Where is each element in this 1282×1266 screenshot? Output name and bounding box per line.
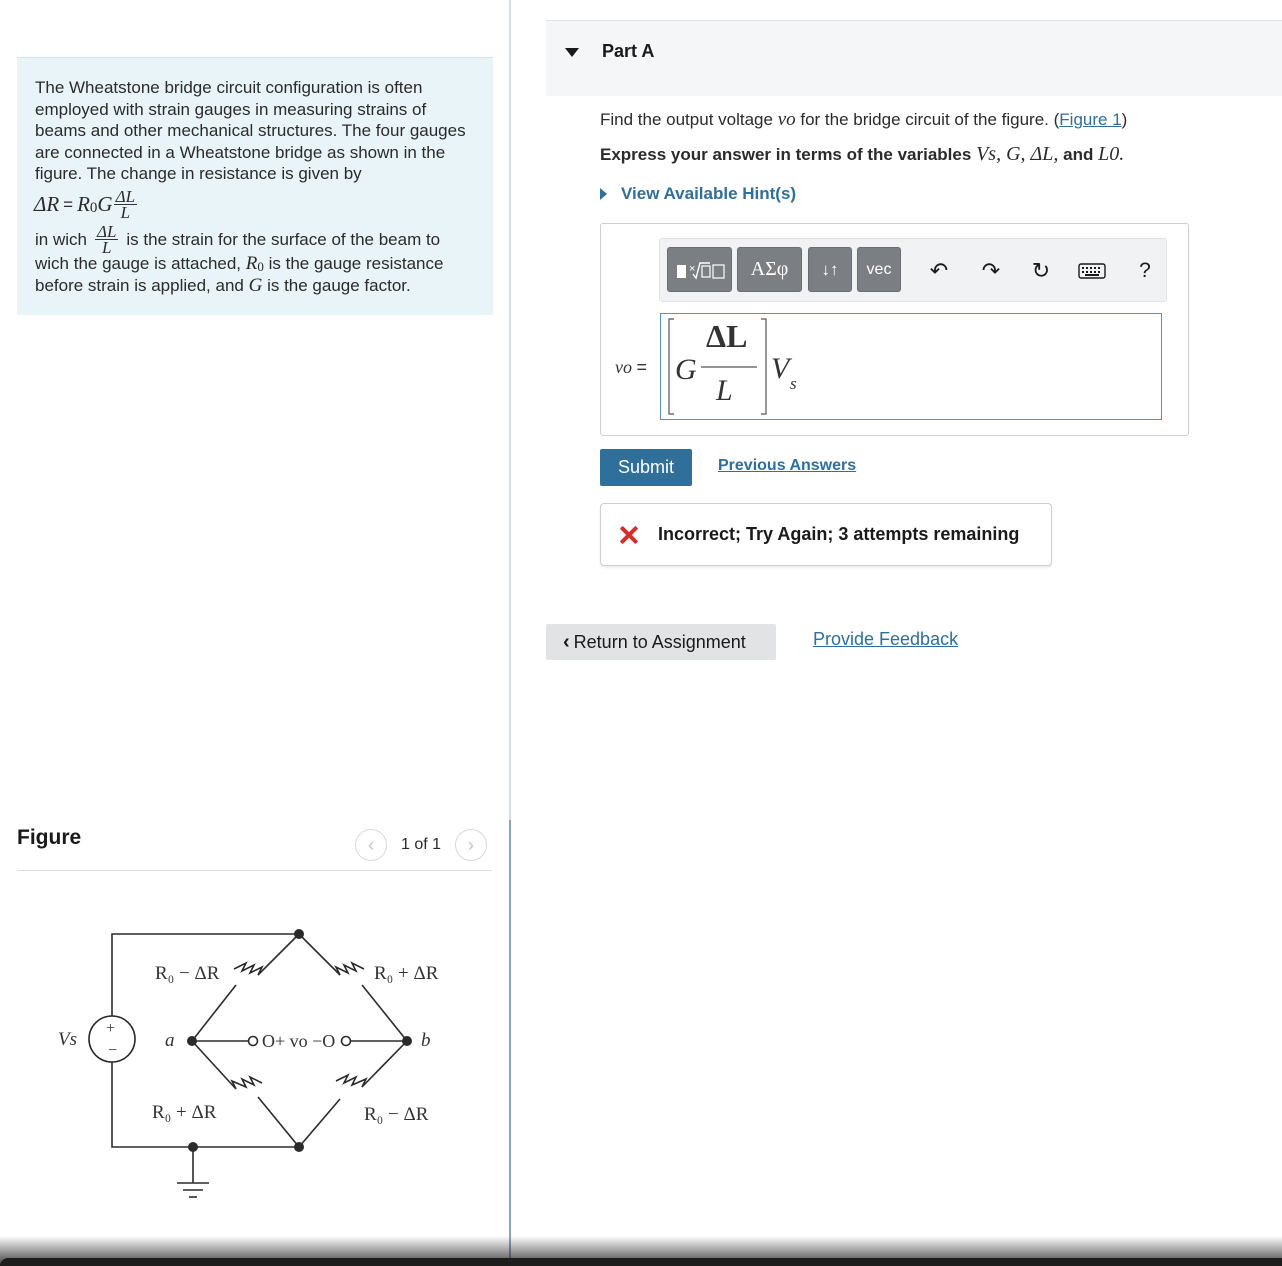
view-hints-toggle[interactable] xyxy=(600,184,796,204)
collapse-caret-icon[interactable] xyxy=(565,48,579,57)
output-label: O+ vo −O xyxy=(262,1031,336,1051)
chevron-left-icon: ‹ xyxy=(563,630,570,653)
gauge-text xyxy=(35,253,475,297)
expr-num: ΔL xyxy=(706,318,748,354)
expr-den: L xyxy=(716,374,733,407)
feedback-text: Incorrect; Try Again; 3 attempts remaining xyxy=(658,524,1020,544)
strain-frac-num: ΔL xyxy=(96,222,117,241)
templates-glyph xyxy=(672,253,728,287)
source-minus: − xyxy=(108,1042,118,1059)
x-icon xyxy=(619,525,639,545)
redo-icon[interactable]: ↷ xyxy=(981,258,1001,283)
r0-symbol: R xyxy=(245,252,258,274)
eq-fraction xyxy=(114,189,137,220)
chevron-left-icon[interactable]: ‹ xyxy=(355,829,387,861)
node-b-label: b xyxy=(421,1030,431,1051)
gauge-text-c: is the gauge resistance xyxy=(268,253,444,273)
express-last: L0. xyxy=(1098,143,1125,165)
wheatstone-circuit-diagram xyxy=(40,915,460,1215)
intro-text: The Wheatstone bridge circuit configuration is often employed with strain gauges in measuring strains of beams and other mechanical structures. The four gauges are connected in a Wheatstone bridge as shown in the figure. The change in resistance is given by xyxy=(35,78,466,183)
eq-sub: 0 xyxy=(89,199,98,216)
label-bottom-right: R₀ − ΔR xyxy=(364,1104,429,1125)
hint-label: View Available Hint(s) xyxy=(621,184,797,203)
question-suffix: for the bridge circuit of the figure. ( xyxy=(800,110,1060,129)
gauge-text-e: is the gauge factor. xyxy=(267,276,411,295)
express-instructions xyxy=(600,143,1124,166)
figure-title: Figure xyxy=(17,826,82,849)
answer-variable-label xyxy=(615,357,647,378)
provide-feedback-link[interactable]: Provide Feedback xyxy=(813,629,959,649)
part-header[interactable] xyxy=(546,20,1282,96)
eq-frac-den: L xyxy=(114,204,137,220)
strain-fraction xyxy=(95,224,118,255)
express-vars: Vs, G, ΔL, xyxy=(976,143,1059,165)
resistance-equation xyxy=(34,185,475,225)
pager-text: 1 of 1 xyxy=(401,836,442,853)
keyboard-glyph xyxy=(1078,262,1106,280)
question-prefix: Find the output voltage xyxy=(600,110,773,129)
source-plus: + xyxy=(106,1020,116,1037)
expr-sub: s xyxy=(790,374,797,393)
keyboard-icon[interactable] xyxy=(1077,257,1107,285)
feedback-message xyxy=(600,503,1052,566)
label-top-right: R₀ + ΔR xyxy=(374,963,439,984)
arrows-button[interactable]: ↓↑ xyxy=(808,247,852,292)
strain-frac-den: L xyxy=(95,239,118,255)
math-toolbar xyxy=(659,238,1167,302)
caret-right-icon xyxy=(600,188,607,200)
gauge-text-b: wich the gauge is attached, xyxy=(35,253,242,273)
answer-equals: = xyxy=(636,357,648,377)
templates-icon[interactable] xyxy=(667,247,732,292)
expr-v: V xyxy=(771,352,790,385)
figure-pager xyxy=(355,829,487,861)
vec-button[interactable]: vec xyxy=(857,247,901,292)
left-panel xyxy=(0,0,510,1266)
eq-frac-num: ΔL xyxy=(115,187,136,206)
eq-r: R xyxy=(77,191,90,216)
return-to-assignment-button[interactable] xyxy=(546,624,776,660)
window-bottom-edge xyxy=(0,1258,1282,1266)
figure-link[interactable]: Figure 1 xyxy=(1059,110,1122,129)
strain-line xyxy=(35,222,475,257)
panel-divider-accent xyxy=(509,820,511,1266)
express-prefix: Express your answer in terms of the variables xyxy=(600,145,972,164)
source-label: Vs xyxy=(58,1029,77,1050)
eq-equals: = xyxy=(63,194,74,214)
part-title: Part A xyxy=(602,41,655,61)
reset-icon[interactable]: ↻ xyxy=(1031,258,1051,283)
answer-input[interactable] xyxy=(660,313,1162,420)
eq-lhs: ΔR xyxy=(34,191,60,216)
greek-symbols-button[interactable]: ΑΣφ xyxy=(737,247,802,292)
undo-icon[interactable]: ↶ xyxy=(929,258,949,283)
in-wich-text: in wich xyxy=(35,229,87,249)
figure-divider xyxy=(17,870,492,871)
intro-box xyxy=(17,57,493,315)
strain-text: is the strain for the surface of the beam to xyxy=(126,229,441,249)
r0-sub: 0 xyxy=(257,258,264,274)
label-top-left: R₀ − ΔR xyxy=(155,963,220,984)
question-var: vo xyxy=(777,109,796,130)
express-and: and xyxy=(1063,145,1094,164)
label-bottom-left: R₀ + ΔR xyxy=(152,1102,217,1123)
node-a-label: a xyxy=(165,1030,175,1051)
answer-box xyxy=(600,223,1189,436)
answer-var: vo xyxy=(615,357,632,377)
expr-g: G xyxy=(675,353,697,386)
question-text xyxy=(600,109,1127,131)
previous-answers-link[interactable]: Previous Answers xyxy=(718,457,857,474)
gauge-text-d: before strain is applied, and xyxy=(35,276,244,295)
svg-text:×: × xyxy=(688,262,695,275)
question-close: ) xyxy=(1121,110,1128,129)
chevron-right-icon[interactable]: › xyxy=(455,829,487,861)
eq-g: G xyxy=(97,191,113,216)
help-icon[interactable]: ? xyxy=(1139,259,1151,282)
submit-button[interactable]: Submit xyxy=(600,449,692,486)
answer-expression xyxy=(661,314,1161,419)
g-symbol: G xyxy=(248,275,263,296)
return-label: Return to Assignment xyxy=(573,631,746,652)
